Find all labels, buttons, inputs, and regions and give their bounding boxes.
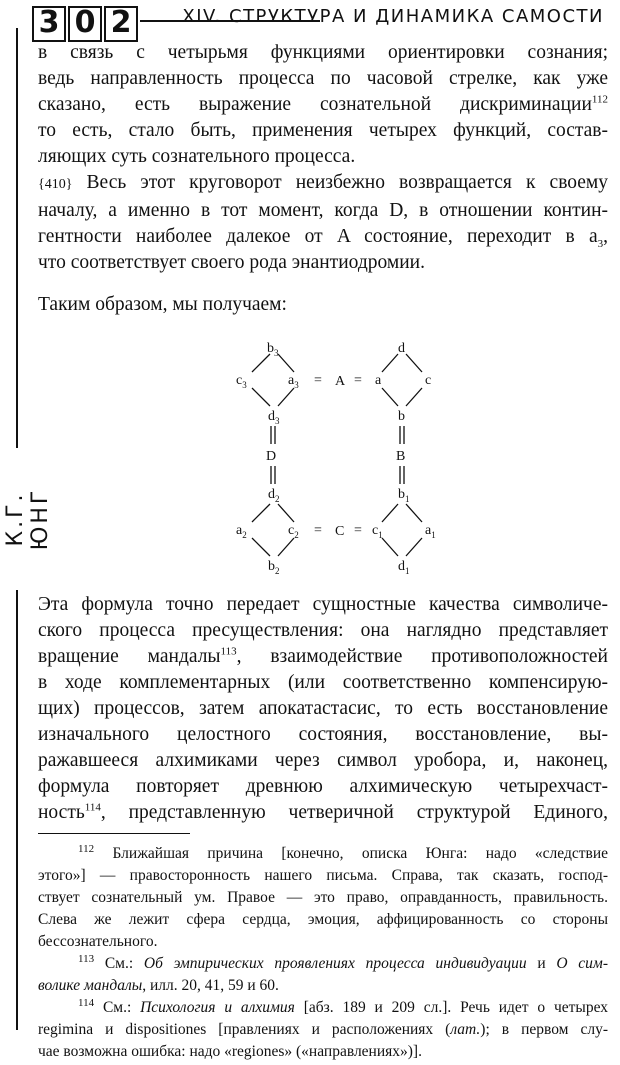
diagram-edge xyxy=(278,388,294,406)
footnotes xyxy=(38,843,608,1063)
diagram-label: $a_2$ xyxy=(236,523,247,540)
text-line: Эта формула точно передает сущностные качества символиче- xyxy=(38,594,608,615)
page-digit: 0 xyxy=(68,6,102,42)
text-span: См.: xyxy=(104,955,144,972)
diagram-equals: = xyxy=(314,373,322,388)
paragraph-2 xyxy=(38,170,608,276)
diagram-label: b xyxy=(398,409,405,424)
diagram-label: $d_1$ xyxy=(398,559,410,576)
text-line xyxy=(38,800,608,826)
text-line: в связь с четырьмя функциями ориентировки сознания; xyxy=(38,42,608,63)
diagram-label: a xyxy=(375,373,382,388)
diagram-edge xyxy=(382,354,398,372)
text-line: что соответствует своего рода энантиодромии. xyxy=(38,252,425,273)
diagram-edge xyxy=(382,388,398,406)
diagram-label: $b_3$ xyxy=(267,341,279,358)
diagram-label: $c_2$ xyxy=(288,523,299,540)
diagram-label: $d_2$ xyxy=(268,487,280,504)
side-rule-top xyxy=(16,28,18,448)
text-line xyxy=(38,644,608,670)
footnote-114 xyxy=(38,997,608,1063)
footnote-ref: 114 xyxy=(84,801,101,814)
text-span: , илл. 20, 41, 59 и 60. xyxy=(142,977,279,994)
text-line: щих) процессов, затем апокатастасис, то есть восстановление xyxy=(38,698,608,719)
italic-title: Об эмпирических проявлениях процесса индивидуации xyxy=(143,955,527,972)
text-span: , xyxy=(603,226,608,247)
italic-title: волике мандалы xyxy=(38,977,143,994)
diagram-label: $b_1$ xyxy=(398,487,410,504)
text-line: ражавшееся алхимиками через символ уробора, и, наконец, xyxy=(38,750,608,771)
text-span: гентности наиболее далекое от A состояние, переходит в a xyxy=(38,226,598,247)
text-line: ляющих суть сознательного процесса. xyxy=(38,146,356,167)
paragraph-3 xyxy=(38,292,608,318)
italic-title: О сим- xyxy=(556,955,608,972)
diagram-edge xyxy=(278,538,294,556)
footnote-number: 114 xyxy=(78,997,95,1009)
text-span: , взаимодействие противоположностей xyxy=(236,646,608,667)
diagram-equals: = xyxy=(354,523,362,538)
page-digit: 2 xyxy=(104,6,138,42)
side-rule-bottom xyxy=(16,590,18,1030)
diagram-edge xyxy=(252,504,270,522)
formula-diagram xyxy=(222,340,452,580)
text-span: ); в первом слу- xyxy=(480,1021,608,1038)
diagram-label: $b_2$ xyxy=(268,559,280,576)
diagram-label: $a_3$ xyxy=(288,373,299,390)
footnote-number: 113 xyxy=(78,953,95,965)
diagram-equals: = xyxy=(314,523,322,538)
text-span: Весь этот круговорот неизбежно возвращается к своему xyxy=(72,172,608,193)
paragraph-number: {410} xyxy=(38,177,73,192)
footnote-ref: 113 xyxy=(220,645,237,658)
text-line: изначального целостного состояния, восстановление, вы- xyxy=(38,724,608,745)
diagram-edge xyxy=(406,388,422,406)
diagram-edge xyxy=(252,354,270,372)
text-line: то есть, стало быть, применения четырех функций, состав- xyxy=(38,120,608,141)
text-line xyxy=(38,224,608,250)
paragraph-4 xyxy=(38,592,608,826)
text-span: и xyxy=(526,955,557,972)
page-digit: 3 xyxy=(32,6,66,42)
text-span: Ближайшая причина [конечно, описка Юнга: надо «следствие xyxy=(112,845,608,862)
footnote-112 xyxy=(38,843,608,953)
text-line: формула повторяет древнюю алхимическую четырехчаст- xyxy=(38,776,608,797)
text-line: чае возможна ошибка: надо «regiones» («направлениях»)]. xyxy=(38,1043,422,1060)
diagram-edge xyxy=(406,504,422,522)
text-span: вращение мандалы xyxy=(38,646,221,667)
footnote-number: 112 xyxy=(78,843,95,855)
text-span: См.: xyxy=(102,999,141,1016)
text-line: ского процесса пресуществления: она наглядно представляет xyxy=(38,620,608,641)
text-line: бессознательного. xyxy=(38,933,158,950)
text-line xyxy=(38,997,608,1019)
diagram-label-B: B xyxy=(396,449,406,464)
footnote-ref: 112 xyxy=(591,93,608,106)
text-span: , представленную четверичной структурой Единого, xyxy=(100,802,608,823)
text-line xyxy=(38,1019,608,1041)
diagram-label-D: D xyxy=(266,449,277,464)
diagram-edge xyxy=(252,388,270,406)
text-line xyxy=(38,170,608,198)
side-author-label: К.Г. ЮНГ xyxy=(3,487,53,551)
text-line xyxy=(38,92,608,118)
text-line: этого»] — правосторонность нашего письма. Справа, так сказать, господ- xyxy=(38,867,608,884)
diagram-label: $d_3$ xyxy=(268,409,280,426)
diagram-label-A: A xyxy=(335,374,346,389)
italic-title: Психология и алхимия xyxy=(140,999,295,1016)
diagram-edge xyxy=(382,504,398,522)
page-number xyxy=(26,2,138,42)
diagram-edge xyxy=(406,354,422,372)
footnote-rule xyxy=(38,833,190,834)
diagram-label: $c_1$ xyxy=(372,523,383,540)
text-line: ствует сознательный ум. Правое — это право, оправданность, правильность. xyxy=(38,889,608,906)
text-span: [абз. 189 и 209 сл.]. Речь идет о четырех xyxy=(294,999,608,1016)
text-line: в ходе комплементарных (или соответственно компенсирую- xyxy=(38,672,608,693)
text-line: Слева же лежит сфера сердца, эмоция, аффицированность со стороны xyxy=(38,911,608,928)
italic-word: лат. xyxy=(450,1021,481,1038)
text-line: началу, а именно в тот момент, когда D, в отношении контин- xyxy=(38,200,608,221)
diagram-edge xyxy=(278,354,294,372)
running-header: XIV. СТРУКТУРА И ДИНАМИКА САМОСТИ xyxy=(182,6,604,27)
diagram-equals: = xyxy=(354,373,362,388)
footnote-113 xyxy=(38,953,608,997)
diagram-edge xyxy=(252,538,270,556)
text-line xyxy=(38,843,608,865)
diagram-label: $c_3$ xyxy=(236,373,247,390)
text-line xyxy=(38,953,608,975)
text-span: regimina и dispositiones [правлениях и расположениях ( xyxy=(38,1021,451,1038)
text-line xyxy=(38,975,608,997)
text-line: ведь направленность процесса по часовой стрелке, как уже xyxy=(38,68,608,89)
diagram-label: $a_1$ xyxy=(425,523,436,540)
diagram-edge xyxy=(382,538,398,556)
diagram-label: c xyxy=(425,373,432,388)
subscript: 3 xyxy=(597,237,604,250)
paragraph-1 xyxy=(38,40,608,170)
text-span: сказано, есть выражение сознательной дискриминации xyxy=(38,94,592,115)
diagram-edge xyxy=(278,504,294,522)
text-span: ность xyxy=(38,802,85,823)
diagram-label: d xyxy=(398,341,405,356)
text-line: Таким образом, мы получаем: xyxy=(38,294,287,315)
diagram-edge xyxy=(406,538,422,556)
diagram-label-C: C xyxy=(335,524,345,539)
